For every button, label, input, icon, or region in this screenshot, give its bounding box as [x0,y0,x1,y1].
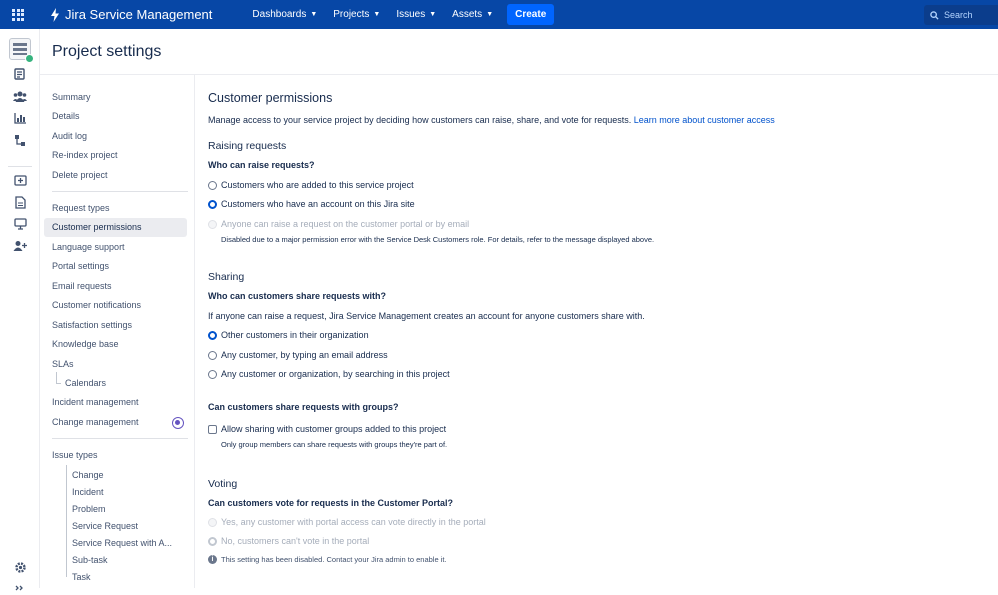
info-icon: i [208,555,217,564]
checkbox-label: Allow sharing with customer groups added to this project [221,424,447,434]
radio-button[interactable] [208,181,217,190]
option-label: Other customers in their organization [221,330,369,340]
portal-icon[interactable] [13,217,27,231]
page-title: Project settings [52,43,162,60]
sidebar-item-slas[interactable]: SLAs [52,359,74,369]
option-label: Customers who have an account on this Jira site [221,199,415,209]
nav-projects-label: Projects [333,9,370,20]
top-navigation-bar [0,0,998,29]
knowledge-base-icon[interactable] [13,195,27,209]
main-nav [244,4,554,25]
sidebar-item-email-requests[interactable]: Email requests [52,281,112,291]
radio-button-disabled [208,220,217,229]
sharing-note: If anyone can raise a request, Jira Service Management creates an account for anyone customers share with. [208,311,645,321]
sharing-heading: Sharing [208,271,245,283]
option-label: Any customer, by typing an email address [221,350,388,360]
option-label: Anyone can raise a request on the customer portal or by email [221,219,470,229]
raising-question: Who can raise requests? [208,160,315,170]
sidebar-issue-type-problem[interactable]: Problem [72,504,106,514]
vote-option-yes [208,517,486,527]
expand-sidebar-icon[interactable] [13,581,27,595]
option-label: Any customer or organization, by searching in this project [221,369,450,379]
sidebar-divider [52,438,188,439]
radio-button-disabled [208,518,217,527]
product-logo[interactable] [50,7,212,22]
nav-dashboards[interactable] [244,9,325,20]
sidebar-item-calendars[interactable]: Calendars [65,378,107,388]
sidebar-item-satisfaction-settings[interactable]: Satisfaction settings [52,320,133,330]
sidebar-item-change-management[interactable]: Change management [52,417,139,427]
app-switcher-button[interactable] [0,0,36,29]
radio-button-selected[interactable] [208,200,217,209]
sidebar-item-incident-management[interactable]: Incident management [52,397,139,407]
info-text: This setting has been disabled. Contact your Jira admin to enable it. [221,555,447,564]
nav-issues-label: Issues [396,9,426,20]
share-option-email[interactable] [208,350,388,360]
groups-question: Can customers share requests with groups? [208,402,399,412]
sidebar-item-delete-project[interactable]: Delete project [52,170,108,180]
lightning-bolt-icon [50,8,60,22]
sidebar-issue-type-incident[interactable]: Incident [72,487,104,497]
sidebar-issue-type-change[interactable]: Change [72,470,104,480]
page-description [208,115,775,125]
radio-button[interactable] [208,351,217,360]
app-grid-icon [12,9,24,21]
search-icon [930,11,939,20]
option-label: Yes, any customer with portal access can vote directly in the portal [221,517,486,527]
sidebar-item-request-types[interactable]: Request types [52,203,110,213]
search-input[interactable] [924,5,998,25]
sidebar-item-knowledge-base[interactable]: Knowledge base [52,339,119,349]
sidebar-item-reindex-project[interactable]: Re-index project [52,150,118,160]
chevron-down-icon: ▼ [429,11,437,18]
settings-sidebar [40,75,195,588]
queues-icon[interactable] [13,67,27,81]
option-label: Customers who are added to this service project [221,180,414,190]
vote-option-no [208,536,369,546]
checkbox[interactable] [208,425,217,434]
change-management-status-icon [172,417,184,429]
share-option-search[interactable] [208,369,450,379]
section-title: Customer permissions [208,91,333,105]
sidebar-divider [52,191,188,192]
create-button[interactable]: Create [507,4,554,25]
voting-info [208,555,447,564]
sidebar-issue-type-service-request[interactable]: Service Request [72,521,139,531]
sidebar-issue-type-service-request-approvals[interactable]: Service Request with A... [72,538,173,548]
voting-question: Can customers vote for requests in the Customer Portal? [208,498,454,508]
nav-projects[interactable] [325,9,388,20]
channels-icon[interactable] [13,133,27,147]
raise-option-anyone [208,219,469,229]
groups-help: Only group members can share requests with groups they're part of. [221,440,448,449]
radio-button-disabled-selected [208,537,217,546]
sidebar-item-summary[interactable]: Summary [52,92,91,102]
page-header [40,29,998,75]
groups-sharing-checkbox[interactable] [208,424,446,434]
sidebar-item-language-support[interactable]: Language support [52,242,125,252]
chevron-down-icon: ▼ [373,11,381,18]
sidebar-item-audit-log[interactable]: Audit log [52,131,88,141]
chevron-down-icon: ▼ [310,11,318,18]
status-badge [25,54,34,63]
sidebar-item-portal-settings[interactable]: Portal settings [52,261,110,271]
project-avatar-icon[interactable] [9,38,31,60]
chevron-down-icon: ▼ [486,11,494,18]
radio-button[interactable] [208,370,217,379]
invite-team-icon[interactable] [13,239,27,253]
raise-option-added-customers[interactable] [208,180,414,190]
option-label: No, customers can't vote in the portal [221,536,370,546]
search-placeholder: Search [944,10,973,20]
voting-heading: Voting [208,478,238,490]
learn-more-link[interactable]: Learn more about customer access [633,115,775,125]
customers-icon[interactable] [13,89,27,103]
sidebar-issue-types-heading[interactable]: Issue types [52,450,98,460]
share-option-organization[interactable] [208,330,369,340]
sidebar-issue-type-sub-task[interactable]: Sub-task [72,555,108,565]
nav-assets-label: Assets [452,9,483,20]
raise-option-help: Disabled due to a major permission error with the Service Desk Customers role. For details, refer to the message displayed above. [221,235,655,244]
radio-button-selected[interactable] [208,331,217,340]
sidebar-issue-type-task[interactable]: Task [72,572,91,582]
product-name: Jira Service Management [65,7,213,22]
nav-assets[interactable] [444,9,501,20]
raise-option-account-holders[interactable] [208,199,415,209]
rail-divider [8,166,32,167]
settings-icon[interactable] [13,560,27,574]
description-text: Manage access to your service project by deciding how customers can raise, share, and vote for requests. [208,115,632,125]
sidebar-item-customer-notifications[interactable]: Customer notifications [52,300,142,310]
nav-issues[interactable] [388,9,444,20]
raise-request-icon[interactable] [13,173,27,187]
sidebar-item-details[interactable]: Details [52,111,80,121]
sharing-question: Who can customers share requests with? [208,291,387,301]
raising-requests-heading: Raising requests [208,140,287,152]
sidebar-item-customer-permissions[interactable]: Customer permissions [44,218,187,237]
nav-dashboards-label: Dashboards [252,9,307,20]
project-rail [0,29,40,588]
reports-icon[interactable] [13,111,27,125]
